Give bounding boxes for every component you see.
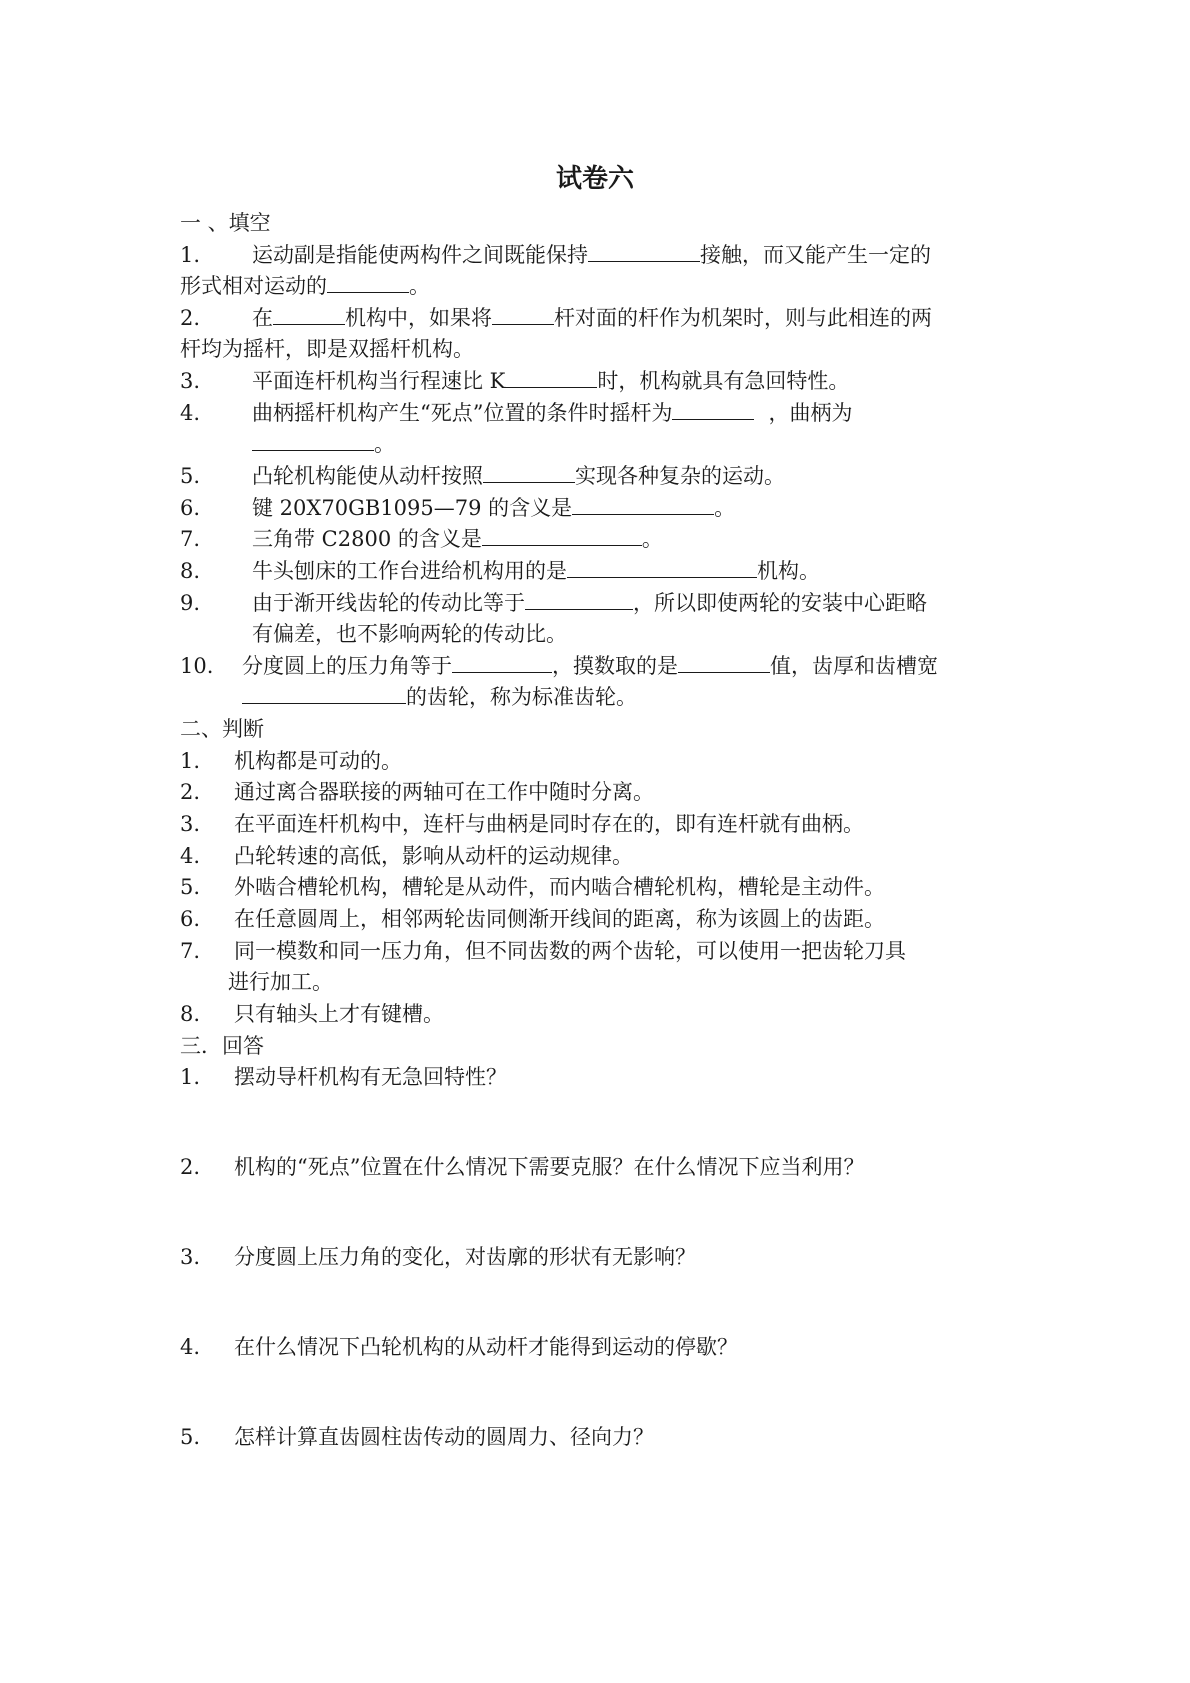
fill-item-text: 运动副是指能使两构件之间既能保持 bbox=[252, 243, 588, 267]
judge-item-8: 只有轴头上才有键槽。 bbox=[234, 1002, 444, 1026]
fill-item-number: 10. bbox=[180, 654, 214, 678]
judge-item-7-line2: 进行加工。 bbox=[228, 970, 333, 994]
fill-item-text: 杆对面的杆作为机架时，则与此相连的两 bbox=[554, 306, 932, 330]
judge-item-number: 1. bbox=[180, 749, 201, 773]
fill-item-text: 形式相对运动的 bbox=[180, 274, 327, 298]
judge-item-number: 2. bbox=[180, 780, 201, 804]
judge-item-6: 在任意圆周上，相邻两轮齿同侧渐开线间的距离，称为该圆上的齿距。 bbox=[234, 907, 885, 931]
judge-item-4: 凸轮转速的高低，影响从动杆的运动规律。 bbox=[234, 844, 633, 868]
fill-item-text: 值，齿厚和齿槽宽 bbox=[770, 654, 938, 678]
fill-item-10 bbox=[242, 651, 938, 681]
fill-item-text: 。 bbox=[641, 527, 663, 551]
page-title: 试卷六 bbox=[555, 164, 634, 194]
fill-item-text: 。 bbox=[374, 432, 395, 456]
section-judge-heading: 二、判断 bbox=[180, 717, 264, 741]
judge-item-2: 通过离合器联接的两轴可在工作中随时分离。 bbox=[234, 780, 654, 804]
answer-blank[interactable] bbox=[483, 462, 575, 483]
fill-item-text: 三角带 C2800 的含义是 bbox=[252, 527, 482, 551]
fill-item-text: ，所以即使两轮的安装中心距略 bbox=[633, 591, 927, 615]
judge-item-number: 3. bbox=[180, 812, 201, 836]
answer-blank[interactable] bbox=[492, 304, 554, 325]
fill-item-text: ，摸数取的是 bbox=[552, 654, 678, 678]
answer-item-number: 1. bbox=[180, 1065, 201, 1089]
fill-item-number: 2. bbox=[180, 306, 201, 330]
fill-item-text: 分度圆上的压力角等于 bbox=[242, 654, 452, 678]
section-fill-heading: 一 、填空 bbox=[180, 211, 271, 235]
answer-blank[interactable] bbox=[678, 652, 770, 673]
answer-item-number: 2. bbox=[180, 1155, 201, 1179]
fill-item-text: 。 bbox=[714, 496, 736, 520]
fill-item-number: 6. bbox=[180, 496, 201, 520]
fill-item-5 bbox=[252, 461, 785, 491]
fill-item-9 bbox=[252, 588, 927, 618]
judge-item-number: 5. bbox=[180, 875, 201, 899]
fill-item-text: 曲柄摇杆机构产生“死点”位置的条件时摇杆为 bbox=[252, 401, 673, 425]
fill-item-text: 键 20X70GB1095—79 的含义是 bbox=[252, 496, 573, 520]
judge-item-number: 8. bbox=[180, 1002, 201, 1026]
fill-item-3 bbox=[252, 366, 849, 396]
fill-item-text: 。 bbox=[409, 274, 430, 298]
fill-item-9-line2: 有偏差，也不影响两轮的传动比。 bbox=[252, 622, 567, 646]
fill-item-8 bbox=[252, 556, 820, 586]
answer-blank[interactable] bbox=[242, 683, 406, 704]
fill-item-number: 5. bbox=[180, 464, 201, 488]
judge-item-1: 机构都是可动的。 bbox=[234, 749, 402, 773]
fill-item-text: 实现各种复杂的运动。 bbox=[575, 464, 785, 488]
answer-blank[interactable] bbox=[572, 494, 714, 515]
fill-item-text: 时，机构就具有急回特性。 bbox=[597, 369, 850, 393]
judge-item-number: 6. bbox=[180, 907, 201, 931]
answer-item-number: 5. bbox=[180, 1425, 201, 1449]
fill-item-number: 4. bbox=[180, 401, 201, 425]
answer-item-number: 4. bbox=[180, 1335, 201, 1359]
fill-item-2-line2: 杆均为摇杆，即是双摇杆机构。 bbox=[180, 337, 474, 361]
fill-item-1 bbox=[252, 240, 931, 270]
fill-item-6 bbox=[252, 493, 735, 523]
fill-item-text: 机构中，如果将 bbox=[345, 306, 492, 330]
fill-item-4-line2 bbox=[252, 429, 395, 459]
answer-item-number: 3. bbox=[180, 1245, 201, 1269]
fill-item-4 bbox=[252, 398, 852, 428]
answer-blank[interactable] bbox=[327, 272, 409, 293]
fill-item-number: 1. bbox=[180, 243, 201, 267]
judge-item-number: 4. bbox=[180, 844, 201, 868]
fill-item-7 bbox=[252, 524, 663, 554]
answer-blank[interactable] bbox=[452, 652, 552, 673]
fill-item-text: 机构。 bbox=[757, 559, 820, 583]
section-answer-heading: 三．回答 bbox=[180, 1034, 264, 1058]
fill-item-text: 牛头刨床的工作台进给机构用的是 bbox=[252, 559, 567, 583]
answer-item-5: 怎样计算直齿圆柱齿传动的圆周力、径向力？ bbox=[234, 1425, 654, 1449]
fill-item-text: 的齿轮，称为标准齿轮。 bbox=[406, 685, 637, 709]
answer-item-1: 摆动导杆机构有无急回特性？ bbox=[234, 1065, 507, 1089]
fill-item-number: 9. bbox=[180, 591, 201, 615]
answer-blank[interactable] bbox=[505, 367, 597, 388]
answer-blank[interactable] bbox=[588, 241, 700, 262]
answer-item-2: 机构的“死点”位置在什么情况下需要克服？在什么情况下应当利用？ bbox=[234, 1155, 865, 1179]
answer-blank[interactable] bbox=[525, 589, 633, 610]
fill-item-10-line2 bbox=[242, 682, 637, 712]
fill-item-text: 接触，而又能产生一定的 bbox=[700, 243, 931, 267]
judge-item-3: 在平面连杆机构中，连杆与曲柄是同时存在的，即有连杆就有曲柄。 bbox=[234, 812, 864, 836]
fill-item-text: 在 bbox=[252, 306, 273, 330]
answer-blank[interactable] bbox=[252, 430, 374, 451]
fill-item-1-line2 bbox=[180, 271, 430, 301]
answer-blank[interactable] bbox=[273, 304, 345, 325]
judge-item-number: 7. bbox=[180, 939, 201, 963]
fill-item-text: 由于渐开线齿轮的传动比等于 bbox=[252, 591, 525, 615]
judge-item-7: 同一模数和同一压力角，但不同齿数的两个齿轮，可以使用一把齿轮刀具 bbox=[234, 939, 906, 963]
answer-blank[interactable] bbox=[567, 557, 757, 578]
fill-item-text: ，曲柄为 bbox=[768, 401, 853, 425]
fill-item-number: 7. bbox=[180, 527, 201, 551]
fill-item-2 bbox=[252, 303, 932, 333]
answer-blank[interactable] bbox=[482, 525, 642, 546]
fill-item-number: 3. bbox=[180, 369, 201, 393]
answer-blank[interactable] bbox=[672, 399, 754, 420]
fill-item-number: 8. bbox=[180, 559, 201, 583]
fill-item-text: 平面连杆机构当行程速比 K bbox=[252, 369, 506, 393]
judge-item-5: 外啮合槽轮机构，槽轮是从动件，而内啮合槽轮机构，槽轮是主动件。 bbox=[234, 875, 885, 899]
answer-item-4: 在什么情况下凸轮机构的从动杆才能得到运动的停歇？ bbox=[234, 1335, 738, 1359]
fill-item-text: 凸轮机构能使从动杆按照 bbox=[252, 464, 483, 488]
answer-item-3: 分度圆上压力角的变化，对齿廓的形状有无影响？ bbox=[234, 1245, 696, 1269]
